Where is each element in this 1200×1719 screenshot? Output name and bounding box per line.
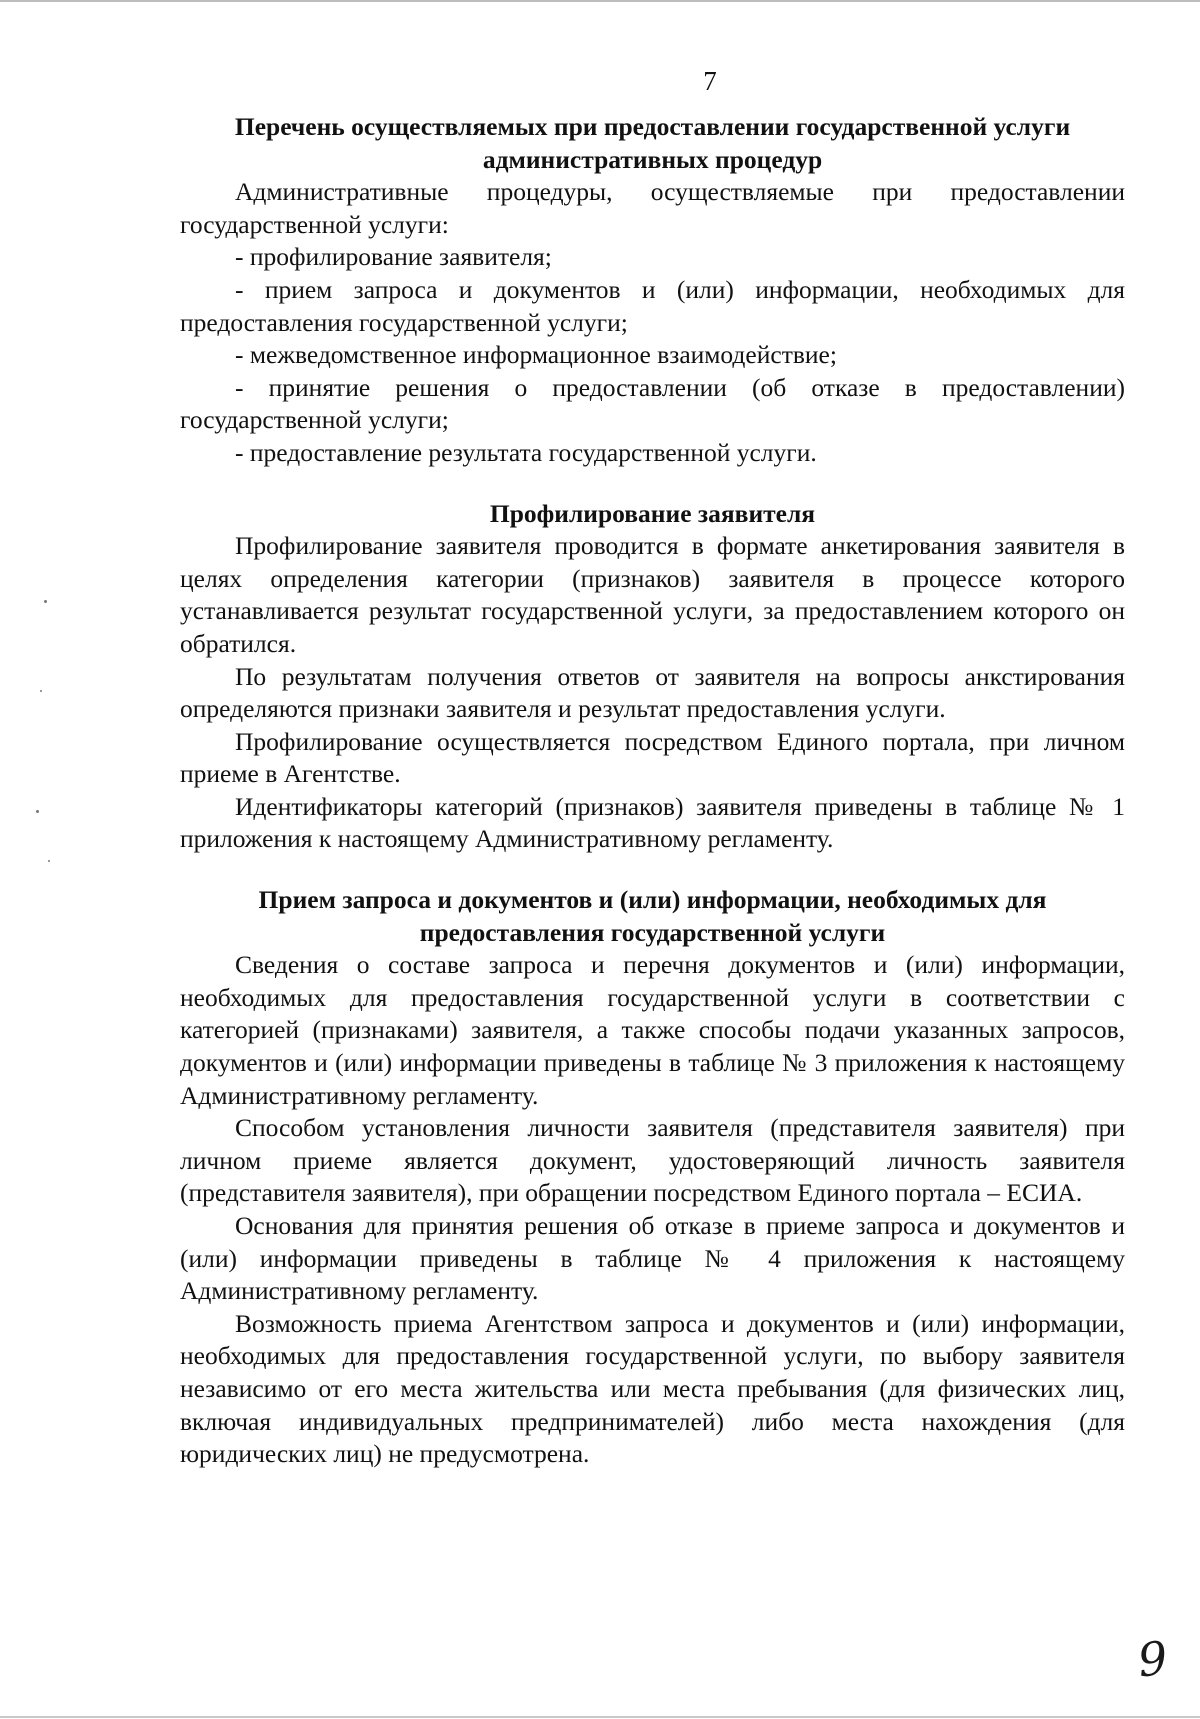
list-item: - профилирование заявителя; <box>235 242 552 272</box>
paragraph: Сведения о составе запроса и перечня документов и (или) информации, необходимых для предоставления государственной услуги в соответствии с категорией (признаками) заявителя, а также способы подачи указанных запросов, документов и (или) информации приведены в таблице № 3 приложения к настоящему Административному регламенту. <box>180 950 1125 1110</box>
list-item: - межведомственное информационное взаимодействие; <box>235 340 837 370</box>
scan-edge-top <box>0 0 1200 2</box>
scan-speck <box>48 860 50 862</box>
paragraph: Профилирование осуществляется посредством Единого портала, при личном приеме в Агентстве. <box>180 726 1125 789</box>
handwritten-page-mark: 9 <box>1135 1630 1171 1688</box>
section-heading-procedures: Перечень осуществляемых при предоставлении государственной услуги административных процедур <box>234 112 1071 174</box>
page-number: 7 <box>703 66 717 96</box>
paragraph: Профилирование заявителя проводится в формате анкетирования заявителя в целях определения категории (признаков) заявителя в процессе которого устанавливается результат государственной услуги, за предоставлением которого он обратился. <box>180 531 1125 658</box>
section-heading-request-intake: Прием запроса и документов и (или) информации, необходимых для предоставления государственной услуги <box>258 885 1047 947</box>
paragraph: Основания для принятия решения об отказе в приеме запроса и документов и (или) информации приведены в таблице № 4 приложения к настоящему Административному регламенту. <box>180 1211 1125 1306</box>
scan-speck <box>44 600 47 603</box>
scan-speck <box>36 810 39 813</box>
list-item: - прием запроса и документов и (или) информации, необходимых для предоставления государственной услуги; <box>180 274 1125 337</box>
list-item: - предоставление результата государственной услуги. <box>235 437 817 467</box>
paragraph: Административные процедуры, осуществляемые при предоставлении государственной услуги: <box>180 177 1125 239</box>
scan-speck <box>40 690 42 692</box>
paragraph: Идентификаторы категорий (признаков) заявителя приведены в таблице № 1 приложения к настоящему Административному регламенту. <box>180 791 1125 854</box>
text-column <box>180 65 1125 1471</box>
paragraph: По результатам получения ответов от заявителя на вопросы анкстирования определяются признаки заявителя и результат предоставления услуги. <box>180 661 1125 724</box>
section-heading-profiling: Профилирование заявителя <box>489 498 816 528</box>
paragraph: Возможность приема Агентством запроса и документов и (или) информации, необходимых для предоставления государственной услуги, по выбору заявителя независимо от его места жительства или места пребывания (для физических лиц, включая индивидуальных предпринимателей) либо места нахождения (для юридических лиц) не предусмотрена. <box>180 1308 1125 1469</box>
scan-edge-bottom <box>0 1716 1200 1718</box>
list-item: - принятие решения о предоставлении (об отказе в предоставлении) государственной услуги; <box>180 372 1125 435</box>
paragraph: Способом установления личности заявителя (представителя заявителя) при личном приеме является документ, удостоверяющий личность заявителя (представителя заявителя), при обращении посредством Единого портала – ЕСИА. <box>180 1113 1125 1208</box>
